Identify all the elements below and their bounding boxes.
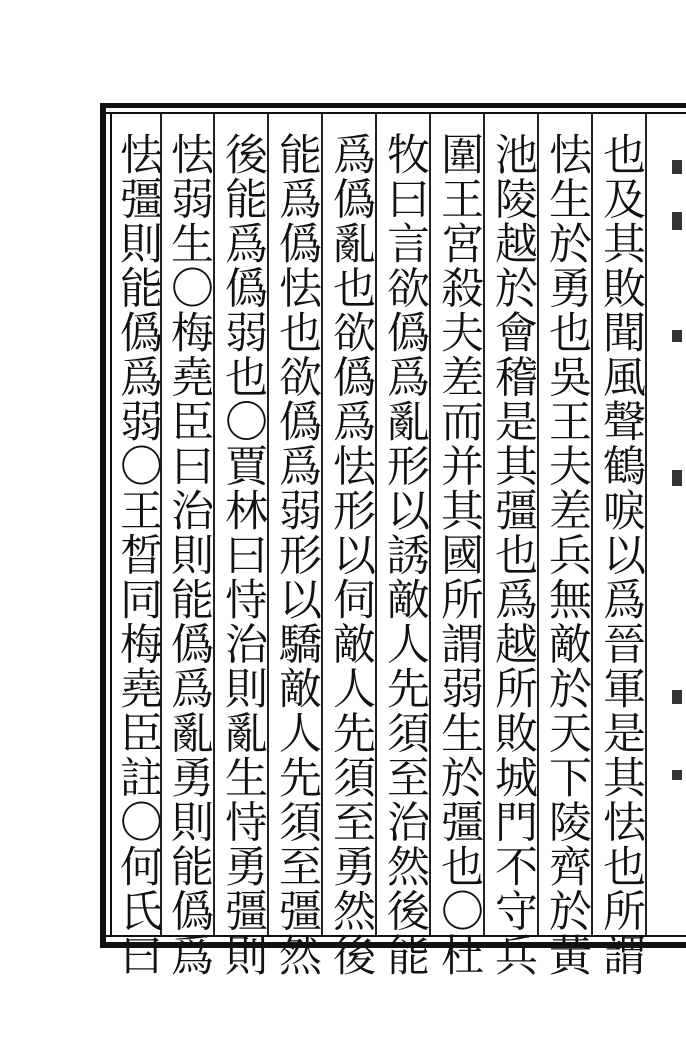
frame-left-rule — [100, 103, 106, 948]
text-column-8: 後能爲僞弱也〇賈林曰恃治則亂生恃勇彊則 — [218, 132, 268, 978]
text-column-9: 怯弱生〇梅堯臣曰治則能僞爲亂勇則能僞爲 — [164, 132, 214, 978]
text-column-4: 圍王宮殺夫差而并其國所謂弱生於彊也〇杜 — [434, 132, 484, 978]
text-column-7: 能爲僞怯也欲僞爲弱形以驕敵人先須至彊然 — [272, 132, 322, 978]
text-column-1: 也及其敗聞風聲鶴唳以爲晉軍是其怯也所謂 — [596, 132, 646, 978]
edge-fragment — [672, 330, 682, 342]
text-column-10: 怯彊則能僞爲弱〇王晳同梅堯臣註〇何氏曰 — [113, 132, 163, 978]
frame-top-rule — [100, 103, 686, 108]
edge-fragment — [672, 690, 682, 704]
edge-fragment — [672, 160, 682, 174]
edge-fragment — [672, 770, 682, 780]
text-column-5: 牧曰言欲僞爲亂形以誘敵人先須至治然後能 — [380, 132, 430, 978]
frame-top-inner-rule — [106, 112, 686, 114]
text-column-3: 池陵越於會稽是其彊也爲越所敗城門不守兵 — [488, 132, 538, 978]
text-column-6: 爲僞亂也欲僞爲怯形以伺敵人先須至勇然後 — [326, 132, 376, 978]
edge-fragment — [672, 470, 682, 486]
frame-left-inner-rule — [110, 112, 112, 937]
text-column-2: 怯生於勇也吳王夫差兵無敵於天下陵齊於黃 — [542, 132, 592, 978]
edge-fragment — [672, 212, 682, 230]
